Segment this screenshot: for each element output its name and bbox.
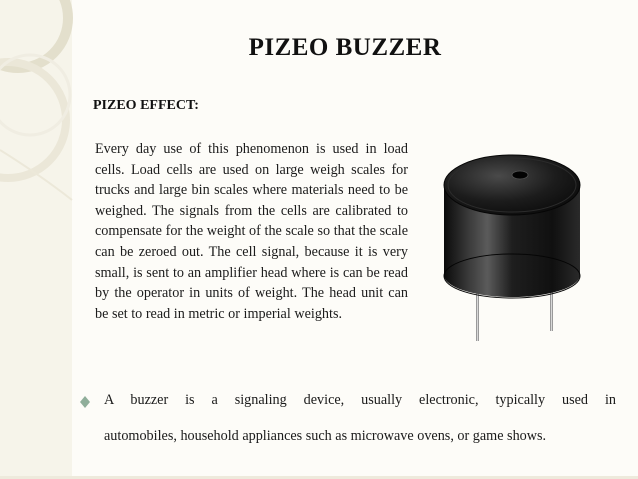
buzzer-top — [444, 155, 580, 215]
bullet-text-line1: A buzzer is a signaling device, usually electronic, typically used in — [104, 392, 616, 408]
buzzer-sound-hole — [512, 171, 528, 179]
slide-title: PIZEO BUZZER — [248, 34, 442, 61]
diamond-bullet-icon — [78, 395, 92, 409]
section-heading: PIZEO EFFECT: — [93, 98, 199, 113]
piezo-buzzer-image — [440, 145, 585, 343]
body-paragraph: Every day use of this phenomenon is used in load cells. Load cells are used on large weigh scales for trucks and large bin scales where materials need to be weighed. The signals from the cells are calibrated to compensate for the weight of the scale so that the scale can be zeroed out. The cell signal, because it is very small, is sent to an amplifier head where is can be read by the operator in units of weight. The head unit can be set to read in metric or imperial weights. — [95, 141, 408, 322]
bullet-text-line2: automobiles, household appliances such as microwave ovens, or game shows. — [104, 428, 547, 444]
